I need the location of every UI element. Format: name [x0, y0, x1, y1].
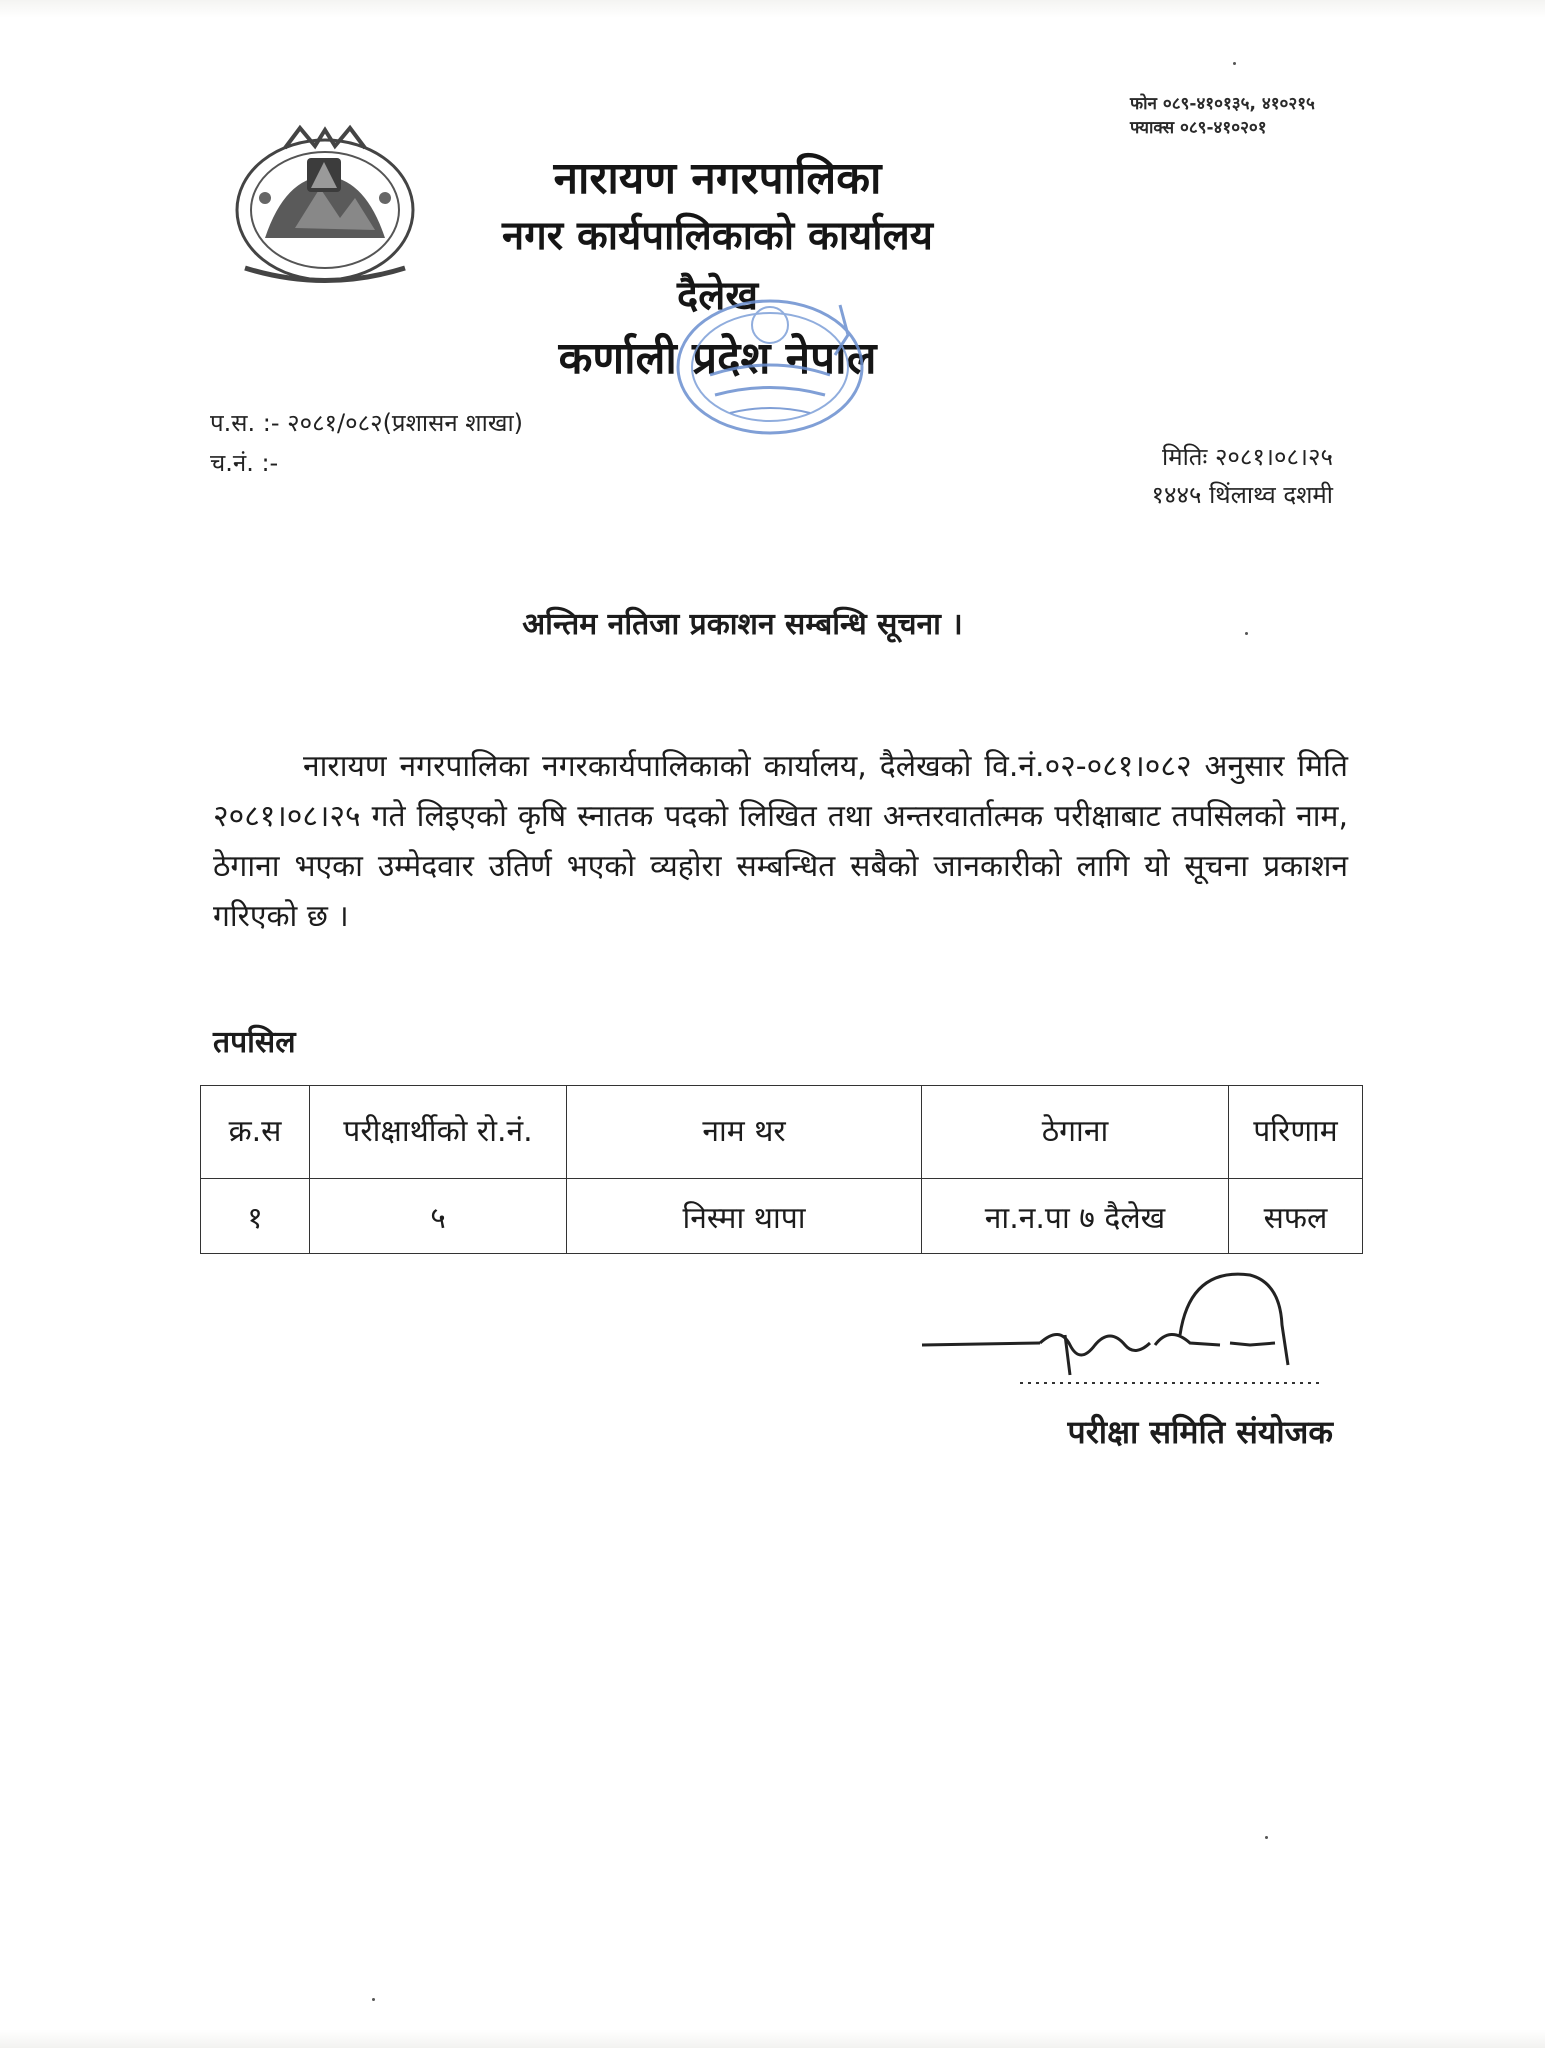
cell-result: सफल: [1229, 1179, 1363, 1254]
date-bs: मितिः २०८१।०८।२५: [1162, 443, 1333, 471]
cell-name: निस्मा थापा: [567, 1179, 922, 1254]
fax-number: फ्याक्स ०८९-४१०२०१: [1130, 118, 1267, 138]
phone-number: फोन ०८९-४१०१३५, ४१०२१५: [1130, 94, 1315, 114]
contact-info: [1130, 92, 1315, 140]
office-stamp-icon: [670, 285, 880, 445]
signatory-title: परीक्षा समिति संयोजक: [1067, 1413, 1333, 1451]
district-name: दैलेख: [676, 273, 759, 319]
cell-roll-number: ५: [310, 1179, 567, 1254]
province-country: कर्णाली प्रदेश नेपाल: [558, 333, 877, 384]
speck: [1245, 632, 1248, 635]
municipality-name: नारायण नगरपालिका: [553, 153, 882, 204]
cell-serial: १: [201, 1179, 310, 1254]
col-name: नाम थर: [567, 1086, 922, 1179]
results-table: [200, 1085, 1363, 1254]
date-nepal-sambat: १४४५ थिंलाथ्व दशमी: [1151, 481, 1333, 509]
details-label: तपसिल: [213, 1025, 296, 1060]
col-roll-number: परीक्षार्थीको रो.नं.: [310, 1086, 567, 1179]
col-address: ठेगाना: [922, 1086, 1229, 1179]
dispatch-number: च.नं. :-: [210, 449, 279, 477]
handwritten-signature-icon: [920, 1265, 1340, 1405]
notice-body: नारायण नगरपालिका नगरकार्यपालिकाको कार्यालय, दैलेखको वि.नं.०२-०८१।०८२ अनुसार मिति २०८१।०८।२५ गते लिइएको कृषि स्नातक पदको लिखित तथा अन्तरवार्तात्मक परीक्षाबाट तपसिलको नाम, ठेगाना भएका उम्मेदवार उतिर्ण भएको व्यहोरा सम्बन्धित सबैको जानकारीको लागि यो सूचना प्रकाशन गरिएको छ ।: [213, 749, 1348, 934]
speck: [1265, 1836, 1268, 1839]
office-name: नगर कार्यपालिकाको कार्यालय: [502, 213, 933, 259]
col-serial: क्र.स: [201, 1086, 310, 1179]
speck: [372, 1998, 375, 2001]
speck: [1233, 62, 1236, 65]
notice-subject: अन्तिम नतिजा प्रकाशन सम्बन्धि सूचना ।: [522, 607, 963, 642]
table-row: [201, 1179, 1363, 1254]
col-result: परिणाम: [1229, 1086, 1363, 1179]
table-header-row: [201, 1086, 1363, 1179]
cell-address: ना.न.पा ७ दैलेख: [922, 1179, 1229, 1254]
reference-number: प.स. :- २०८१/०८२(प्रशासन शाखा): [210, 409, 524, 437]
